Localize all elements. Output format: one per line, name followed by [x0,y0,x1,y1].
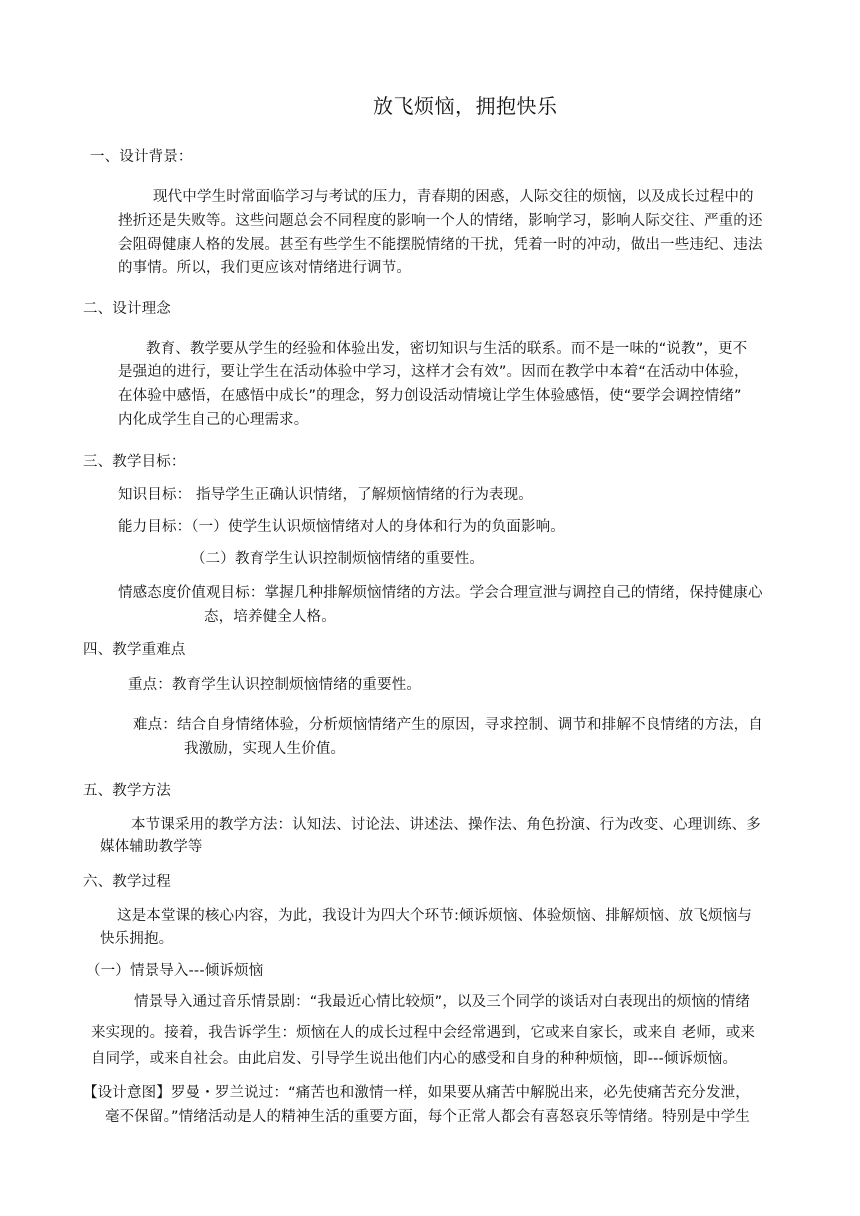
section-heading-process: 六、教学过程 [83,874,171,890]
paragraph-line: 挫折还是失败等。这些问题总会不同程度的影响一个人的情绪，影响学习，影响人际交往、严重的还 [118,213,763,229]
paragraph-line: 的事情。所以，我们更应该对情绪进行调节。 [118,260,411,276]
paragraph-line: 会阻碍健康人格的发展。甚至有些学生不能摆脱情绪的干扰，凭着一时的冲动，做出一些违纪、违法 [118,237,763,253]
design-intent-line: 毫不保留。”情绪活动是人的精神生活的重要方面，每个正常人都会有喜怒哀乐等情绪。特别是中学生 [105,1109,751,1125]
paragraph-line: 情景导入通过音乐情景剧：“我最近心情比较烦”，以及三个同学的谈话对白表现出的烦恼的情绪 [134,994,750,1010]
section-heading-methods: 五、教学方法 [83,783,171,799]
paragraph-line: 现代中学生时常面临学习与考试的压力，青春期的困惑，人际交往的烦恼，以及成长过程中的 [153,189,754,205]
paragraph-line: 在体验中感悟，在感悟中成长”的理念，努力创设活动情境让学生体验感悟，使“要学会调控情绪” [118,388,742,404]
subsection-heading: （一）情景导入---倾诉烦恼 [86,963,264,979]
paragraph-line: 教育、教学要从学生的经验和体验出发，密切知识与生活的联系。而不是一味的“说教”，更不 [146,341,748,357]
goal-ability: 能力目标：（一）使学生认识烦恼情绪对人的身体和行为的负面影响。 [118,519,565,535]
section-heading-concept: 二、设计理念 [83,301,171,317]
paragraph-line: 这是本堂课的核心内容，为此，我设计为四大个环节:倾诉烦恼、体验烦恼、排解烦恼、放飞烦恼与 [117,908,752,924]
difficult-point-2: 我激励，实现人生价值。 [184,741,346,757]
paragraph-line: 快乐拥抱。 [100,931,174,947]
goal-ability-2: （二）教育学生认识控制烦恼情绪的重要性。 [191,551,484,567]
paragraph-line: 是强迫的进行，要让学生在活动体验中学习，这样才会有效”。因而在教学中本着“在活动中体验， [118,364,749,380]
design-intent-line: 【设计意图】罗曼・罗兰说过：“痛苦也和激情一样，如果要从痛苦中解脱出来，必先使痛苦充分发泄， [83,1085,750,1101]
goal-knowledge: 知识目标： 指导学生正确认识情绪，了解烦恼情绪的行为表现。 [118,487,533,503]
paragraph-line: 媒体辅助教学等 [100,839,203,855]
paragraph-line: 来实现的。接着，我告诉学生：烦恼在人的成长过程中会经常遇到，它或来自家长，或来自 老师，或来 [91,1025,756,1041]
section-heading-background: 一、设计背景： [90,149,193,165]
difficult-point: 难点：结合自身情绪体验，分析烦恼情绪产生的原因，寻求控制、调节和排解不良情绪的方法，自 [133,717,763,733]
section-heading-key-points: 四、教学重难点 [83,642,186,658]
paragraph-line: 本节课采用的教学方法：认知法、讨论法、讲述法、操作法、角色扮演、行为改变、心理训练、多 [131,817,761,833]
goal-emotion: 情感态度价值观目标：掌握几种排解烦恼情绪的方法。学会合理宣泄与调控自己的情绪，保持健康心 [118,585,763,601]
document-title: 放飞烦恼，拥抱快乐 [373,94,558,118]
key-point: 重点：教育学生认识控制烦恼情绪的重要性。 [128,677,421,693]
section-heading-goals: 三、教学目标： [83,454,186,470]
paragraph-line: 自同学，或来自社会。由此启发、引导学生说出他们内心的感受和自身的种种烦恼，即---倾诉烦恼。 [91,1051,738,1067]
paragraph-line: 内化成学生自己的心理需求。 [118,412,309,428]
goal-emotion-2: 态，培养健全人格。 [204,609,336,625]
